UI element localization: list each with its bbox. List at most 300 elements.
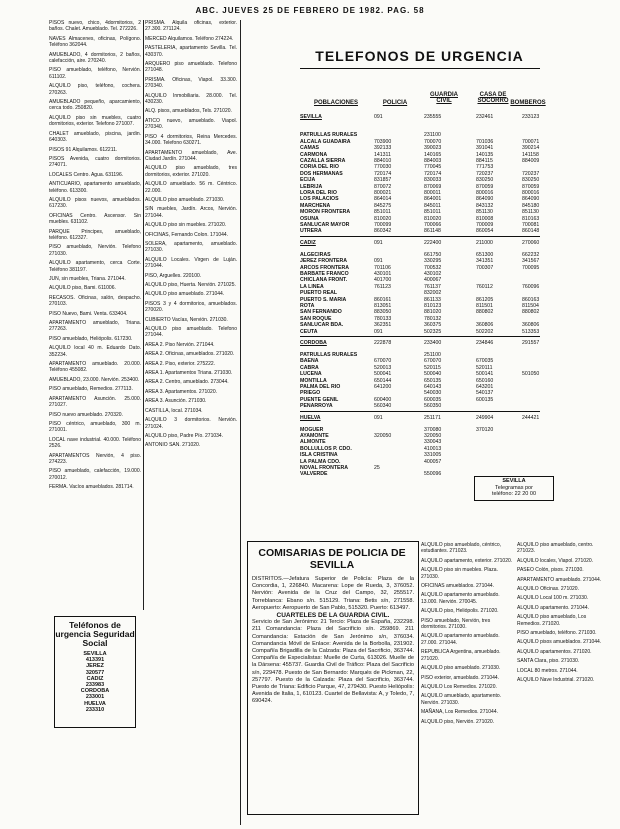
phone-number: 700071 xyxy=(522,138,540,145)
phone-number: 560350 xyxy=(424,403,442,410)
seguridad-social-entry: 233001 xyxy=(85,694,105,701)
phone-number: 860148 xyxy=(522,228,540,235)
phone-number: 813051 xyxy=(374,303,392,309)
classified-ad: PISO amueblado, teléfono, Nervión. 611102. xyxy=(49,67,141,80)
classified-ad: ALQUILO piso, Huerta. Nervión. 271025. xyxy=(145,282,236,288)
phone-number: 341351 xyxy=(476,258,494,265)
classified-ad: PISOS nuevo, chico, 4dormitorios, 2 baños. Chalet. Amueblado. Tel. 272226. xyxy=(49,20,141,33)
classified-ad: ALQUILO apartamento amueblado. 13.000. Nervión. 270045. xyxy=(421,592,500,605)
phone-number: 700307 xyxy=(476,264,494,271)
phone-number: 360806 xyxy=(522,322,540,329)
seguridad-social-entry: 320577 xyxy=(85,669,105,676)
phone-number: 370080 xyxy=(424,426,442,433)
phone-number: 392133 xyxy=(374,145,392,152)
town-row xyxy=(300,446,540,452)
town-name: SAN FERNANDO xyxy=(300,309,342,316)
classified-column-2 xyxy=(145,20,237,825)
classified-ad: APARTAMENTO amueblado. 271044. xyxy=(517,576,602,583)
town-row xyxy=(300,209,540,215)
phone-number: 331005 xyxy=(424,452,442,459)
town-name: AYAMONTE xyxy=(300,433,329,439)
phone-number: 884003 xyxy=(424,158,442,164)
classified-ad: ALQUILO Nave Industrial. 271020. xyxy=(517,677,595,684)
town-name: MORON FRONTERA xyxy=(300,209,351,216)
phone-number: 390214 xyxy=(522,145,540,152)
classified-ad: PISO, Arguelles. 220100. xyxy=(145,272,202,279)
phone-number: 233123 xyxy=(522,114,540,120)
classified-ad: ALQUILO piso amueblado, centro. 271023. xyxy=(517,542,594,555)
classified-ad: PISO céntrico, amueblado, 300 m. 271001. xyxy=(49,420,141,434)
phone-number: 832002 xyxy=(424,290,442,297)
phone-number: 233400 xyxy=(424,340,442,346)
phone-number: 870072 xyxy=(374,183,392,190)
phone-number: 410013 xyxy=(424,445,442,452)
urgency-table-header xyxy=(300,92,546,114)
town-name: SANLUCAR MAYOR xyxy=(300,222,350,228)
town-name: LEBRIJA xyxy=(300,183,323,190)
classified-ad: ALQUILO Inmobiliaria. 28.000. Tel. 430230. xyxy=(145,92,237,106)
town-row xyxy=(300,177,540,183)
phone-number: 25 xyxy=(374,465,380,471)
town-name: BOLLULLOS P. CDO. xyxy=(300,445,352,452)
classified-ad: PISOS Avenida, cuatro dormitorios. 274071. xyxy=(49,155,141,169)
town-row xyxy=(300,171,540,177)
town-name: OSUNA xyxy=(300,215,319,222)
column-divider xyxy=(143,20,144,610)
classified-ad: ATICO nuevo, amueblado. Viapol. 270340. xyxy=(145,117,237,131)
town-row xyxy=(300,309,540,315)
classified-ad: AREA 1. Apartamentos Triana. 271030. xyxy=(145,370,233,377)
phone-number: 780133 xyxy=(374,315,392,322)
phone-number: 770030 xyxy=(374,164,392,171)
town-name: ECIJA xyxy=(300,177,316,184)
phone-number: 270060 xyxy=(522,239,540,246)
classified-ad: JUN, sin muebles, Triana. 271044. xyxy=(49,276,126,282)
classified-ad: PISO amueblado, teléfono. 271030. xyxy=(517,630,597,637)
urgency-title: TELEFONOS DE URGENCIA xyxy=(315,48,524,64)
town-row xyxy=(300,203,540,209)
seguridad-social-entry: HUELVA xyxy=(84,700,106,707)
classified-ad: AREA 2. Piso, exterior. 275222. xyxy=(145,360,216,367)
town-row xyxy=(300,228,540,234)
seguridad-social-list xyxy=(55,651,135,713)
town-name: ALMONTE xyxy=(300,439,326,446)
town-name: PEÑARROYA xyxy=(300,403,333,410)
phone-number: 884115 xyxy=(476,158,493,164)
town-row xyxy=(300,365,540,371)
town-row xyxy=(300,303,540,309)
phone-number: 845180 xyxy=(522,202,540,209)
classified-ad: ALQUILO apartamento, exterior. 271020. xyxy=(421,557,513,564)
seguridad-social-entry: 233310 xyxy=(85,706,105,713)
seguridad-social-entry: JEREZ xyxy=(86,663,104,670)
town-name: LOS PALACIOS xyxy=(300,196,339,203)
header-policia: POLICIA xyxy=(382,100,408,106)
town-name: DOS HERMANAS xyxy=(300,170,343,177)
phone-number: 222400 xyxy=(424,239,442,246)
town-row xyxy=(300,132,540,138)
phone-number: 370120 xyxy=(476,426,494,433)
phone-number: 810008 xyxy=(476,215,494,222)
phone-number: 670070 xyxy=(424,358,442,365)
classified-ad: ALQUILO apartamento amueblado. 27.000. 271044. xyxy=(421,633,500,646)
province-rule xyxy=(300,336,540,337)
town-row xyxy=(300,258,540,264)
town-row xyxy=(300,452,540,458)
classified-ad: ALQUILO local 40 m. Eduardo Dato. 352234. xyxy=(49,345,141,358)
classified-ad: ALQUILO apartamento, cerca Corte. Teléfono 381197. xyxy=(49,260,141,273)
classified-ad: ALQUILO Locales. Virgen de Luján. 271044. xyxy=(145,256,237,270)
classified-ad: ALQUILO apartamentos. 271020. xyxy=(517,648,592,655)
cuarteles-text: Servicio de San Jerónimo: 21 Tercio: Plaza de España, 232298. 211 Comandancia: Plaza del Sacrificio s/n. 259869. 211 Comandancia: Estación de San Jerónimo s/n, 376034. Comandancia Móvil de Enlace: Avenida de la Borbolla, 231902. Compañía Brigadilla de la Calzada: Plaza del Sacrificio, 363744. Compañía de Especialistas: Muelle de Curta, 613026. Muelle de la Dársena: 455737. Guardia Civil de Tráfico: Plaza del Sacrificio s/n, 229478. Puesto de San Bernardo: Marqués de Pickman, 22, 257797. Puesto de la Calzada: Plaza del Sacrificio, 363744. Puesto de Triana: Edificio Parque, 47, 279430. Puesto Heliópolis: Avenida de Italia, 1, 610123. Cuartel de Bellavista: A, y Toledo, 7, 690424. xyxy=(252,619,415,705)
town-row xyxy=(300,271,540,277)
phone-number: 600400 xyxy=(374,396,392,403)
phone-number: 501050 xyxy=(522,371,540,378)
town-row xyxy=(300,190,540,196)
phone-number: 140165 xyxy=(424,151,442,158)
phone-number: 320050 xyxy=(424,433,442,439)
phone-number: 091 xyxy=(374,114,383,120)
town-row xyxy=(300,252,540,258)
phone-number: 880802 xyxy=(476,309,494,316)
classified-ad: ALQUILO Local 100 m. 271030. xyxy=(517,595,589,602)
phone-number: 830033 xyxy=(424,177,442,184)
classified-ad: PISO nuevo amueblado. 270320. xyxy=(49,411,123,418)
classified-ad: SIN muebles, Jardín. Arcos, Nervión. 271044. xyxy=(145,206,237,219)
town-row xyxy=(300,390,540,396)
phone-number: 884010 xyxy=(374,158,392,164)
classified-ad: MAÑANA, Los Remedios. 271044. xyxy=(421,709,498,716)
classified-ad: AMUEBLADO, 4 dormitorios, 2 baños, calefacción, aire. 270240. xyxy=(49,51,141,65)
town-name: NOVAL FRONTERA xyxy=(300,465,348,471)
phone-number: 831857 xyxy=(374,177,392,184)
town-row xyxy=(300,184,540,190)
town-name: PUENTE GENIL xyxy=(300,396,339,403)
classified-ad: ALQUILO piso amueblado. Telefono 271044. xyxy=(145,326,237,339)
classified-ad: ALQUILO locales, Viapol. 271020. xyxy=(517,557,594,564)
phone-number: 851130 xyxy=(476,209,493,216)
seguridad-social-box xyxy=(54,616,136,728)
classified-ad: ALQUILO 3 dormitorios. Nervión. 271024. xyxy=(145,417,237,430)
title-rule xyxy=(300,68,540,69)
town-name: HUELVA xyxy=(300,414,321,421)
classified-ad: APARTAMENTO amueblado. 20.000. Teléfono 455082. xyxy=(49,361,141,374)
phone-number: 851011 xyxy=(374,209,391,216)
town-row xyxy=(300,427,540,433)
classified-ad: ALQUILO piso, Heliópolis. 271020. xyxy=(421,608,499,615)
phone-number: 502202 xyxy=(476,328,494,335)
phone-number: 291557 xyxy=(522,340,540,346)
classified-ad: ALQUILO amueblado. 56 m. Céntrico. 22.000. xyxy=(145,181,237,194)
classified-ad: ANTICUARIO, apartamento amueblado, teléfono. 613300. xyxy=(49,181,141,194)
phone-number: 600035 xyxy=(424,396,442,403)
phone-number: 520013 xyxy=(374,364,392,371)
town-name: ALCALA GUADAIRA xyxy=(300,138,351,145)
phone-number: 870059 xyxy=(476,183,494,190)
phone-number: 860163 xyxy=(522,296,540,303)
town-row xyxy=(300,371,540,377)
phone-number: 400057 xyxy=(424,458,442,465)
province-rule xyxy=(300,411,540,412)
classified-ad: ALQUILO Oficinas. 271020. xyxy=(517,586,579,593)
town-name: MARCHENA xyxy=(300,202,331,209)
town-name: CORDOBA xyxy=(300,340,327,346)
town-name: BARBATE FRANCO xyxy=(300,271,349,277)
phone-number: 870059 xyxy=(522,183,540,190)
phone-number: 884009 xyxy=(522,158,540,164)
phone-number: 810020 xyxy=(424,215,442,222)
classified-ad: PISO Nuevo, Bami. Venta. 633404. xyxy=(49,310,128,317)
phone-number: 701036 xyxy=(476,138,494,145)
town-row xyxy=(300,284,540,290)
town-name: LORA DEL RIO xyxy=(300,190,337,196)
classified-ad: AMUEBLADO pequeño, aparcamiento, cerca todo. 250820. xyxy=(49,99,141,112)
classified-ad: AREA 2. Oficinas, amueblados. 271020. xyxy=(145,351,235,358)
classified-ad: ALQ. pisos, amueblados, Tels. 271020. xyxy=(145,108,232,115)
classified-ad: PRISMA. Alquila oficinas, exterior. 27.300. 271124. xyxy=(145,20,237,33)
page-header: ABC. JUEVES 25 DE FEBRERO DE 1982. PAG. 58 xyxy=(195,6,425,15)
town-name: ISLA CRISTINA xyxy=(300,452,338,459)
phone-number: 650135 xyxy=(424,377,442,384)
province-row xyxy=(300,340,540,346)
town-name: SEVILLA xyxy=(300,114,322,120)
classified-ad: PISO amueblado, Nervión, tres dormitorios. 271030. xyxy=(421,617,491,631)
phone-number: 600135 xyxy=(476,396,494,403)
classified-ad: PISOS 91 Alquilamos. 612211. xyxy=(49,146,118,153)
phone-number: 861205 xyxy=(476,296,494,303)
phone-number: 500040 xyxy=(424,371,442,378)
phone-number: 845275 xyxy=(374,202,392,209)
town-name: PRIEGO xyxy=(300,390,321,397)
phone-number: 770045 xyxy=(424,164,442,171)
classified-ad: ALQUILO apartamento. 271044. xyxy=(517,604,589,611)
classified-ad: ALQUILO amueblado, apartamento. Nervión. 271030. xyxy=(421,693,502,706)
phone-number: 390023 xyxy=(424,145,442,152)
town-row xyxy=(300,459,540,465)
classified-ad: ALQUILO piso amueblado. 271030. xyxy=(145,196,225,203)
classified-ad: FERMA. Vacíos amueblados. 281714. xyxy=(49,484,134,491)
classified-ad: PISO exterior, amueblado. 271044. xyxy=(421,674,500,681)
classified-ad: APARTAMENTO amueblado, Triana. 277263. xyxy=(49,320,141,333)
town-name: MOGUER xyxy=(300,426,324,433)
town-row xyxy=(300,465,540,471)
classified-ad: ALQUILO pisos nuevos, amueblados. 617230. xyxy=(49,196,141,210)
phone-number: 810020 xyxy=(374,215,392,222)
phone-number: 211000 xyxy=(476,239,493,246)
phone-number: 700099 xyxy=(374,222,392,228)
phone-number: 861133 xyxy=(424,296,441,303)
town-name: CARMONA xyxy=(300,151,328,158)
classified-ad: AREA 2. Centro, amueblado. 273044. xyxy=(145,379,229,386)
town-name: JEREZ FRONTERA xyxy=(300,258,347,265)
phone-number: 222878 xyxy=(374,340,392,346)
phone-number: 760112 xyxy=(476,283,493,290)
classified-ad: ALQUILO piso sin muebles. Plaza. 271030. xyxy=(421,567,498,580)
phone-number: 360375 xyxy=(424,322,442,329)
town-row xyxy=(300,384,540,390)
classified-ad: AMUEBLADO, 23.000. Nervión. 253400. xyxy=(49,376,140,383)
classified-ad: AREA 2. Piso Nervión. 271044. xyxy=(145,341,215,348)
classified-ad: ALQUILO pisos amueblados. 271044. xyxy=(517,639,602,646)
town-name: ARCOS FRONTERA xyxy=(300,264,349,271)
phone-number: 362351 xyxy=(374,322,392,329)
classified-ad: APARTAMENTO Asunción. 25.000. 271027. xyxy=(49,395,141,409)
sevilla-telegram-box xyxy=(474,476,554,501)
classified-ad: ALQUILO piso, Bami. 611006. xyxy=(49,285,116,292)
phone-number: 800016 xyxy=(522,190,540,196)
province-rule xyxy=(300,236,540,237)
classified-ad: OFICINAS, Fernando Colon. 171044. xyxy=(145,231,229,238)
classified-ad: PISO amueblado, calefacción, 19.000. 270012. xyxy=(49,468,141,481)
town-name: UTRERA xyxy=(300,228,322,235)
phone-number: 540030 xyxy=(424,390,442,397)
classified-ad: LOCAL nave industrial. 40.000. Teléfono 2526. xyxy=(49,436,141,450)
classified-ad: CUBIERTO Vacías, Nervión. 271030. xyxy=(145,316,228,323)
phone-number: 700009 xyxy=(476,222,494,228)
classified-ad: ALQUILO piso, Padre Pío. 271034. xyxy=(145,432,224,439)
phone-number: 800021 xyxy=(374,190,392,196)
phone-number: 703900 xyxy=(374,138,392,145)
classified-ad: ALQUILO piso amueblado, céntrico, estudiantes. 271023. xyxy=(421,542,502,555)
phone-number: 860054 xyxy=(476,228,494,235)
town-name: CEUTA xyxy=(300,328,318,335)
town-row xyxy=(300,265,540,271)
town-name: MONTILLA xyxy=(300,377,327,384)
town-row xyxy=(300,322,540,328)
phone-number: 670035 xyxy=(476,358,494,365)
phone-number: 811501 xyxy=(476,303,493,309)
town-row xyxy=(300,216,540,222)
town-name: CORIA DEL RIO xyxy=(300,164,339,171)
town-name: LA PALMA CDO. xyxy=(300,458,341,465)
phone-number: 881020 xyxy=(424,309,442,316)
classified-ad: ALQUILO piso sin muebles. 271020. xyxy=(145,222,227,229)
town-name: BAENA xyxy=(300,358,319,365)
phone-number: 091 xyxy=(374,258,383,265)
town-row xyxy=(300,433,540,439)
seguridad-social-entry: SEVILLA xyxy=(83,651,107,657)
classified-ad: PISO amueblado, Remedios. 277113. xyxy=(49,386,133,393)
classified-ad: RECASOS. Oficinas, salón, despacho. 270103. xyxy=(49,294,141,308)
phone-number: 843132 xyxy=(476,202,494,209)
classified-column-1 xyxy=(49,20,141,610)
town-name: LA LINEA xyxy=(300,283,324,290)
town-name: PATRULLAS RURALES xyxy=(300,132,358,139)
phone-number: 232461 xyxy=(476,114,494,120)
phone-number: 235555 xyxy=(424,114,442,120)
town-row xyxy=(300,222,540,228)
town-row xyxy=(300,164,540,170)
classified-ad: CHALET amueblado, piscina, jardin. 640303. xyxy=(49,130,141,144)
phone-number: 870069 xyxy=(424,183,442,190)
phone-number: 700070 xyxy=(424,138,442,145)
town-row xyxy=(300,378,540,384)
classified-ad: PISO amueblado, Heliópolis. 617230. xyxy=(49,335,133,342)
phone-number: 330295 xyxy=(424,258,442,265)
town-row xyxy=(300,358,540,364)
phone-number: 810123 xyxy=(424,303,442,309)
phone-number: 430102 xyxy=(424,271,442,277)
classified-ad: REPUBLICA Argentina, amueblado. 271020. xyxy=(421,649,501,662)
phone-number: 520115 xyxy=(424,364,441,371)
classified-column-3 xyxy=(421,542,513,812)
town-row xyxy=(300,297,540,303)
seguridad-social-title: Teléfonos de urgencia Seguridad Social xyxy=(55,620,135,648)
town-name: PUERTO S. MARIA xyxy=(300,296,347,303)
phone-number: 650144 xyxy=(374,377,392,384)
phone-number: 861148 xyxy=(424,228,441,235)
town-row xyxy=(300,152,540,158)
phone-number: 700095 xyxy=(522,264,540,271)
classified-ad: APARTAMENTOS Nervión, 4 piso. 274223. xyxy=(49,452,141,465)
province-row xyxy=(300,240,540,246)
phone-number: 550096 xyxy=(424,471,442,478)
classified-ad: PARQUE Principes, amueblado, teléfono. 612327. xyxy=(49,228,141,241)
phone-number: 651300 xyxy=(476,251,494,258)
classified-ad: ALQUILO piso sin muebles, cuatro dormitorios, exterior. Telefono 271007. xyxy=(49,114,141,128)
phone-number: 430101 xyxy=(374,271,392,277)
town-row xyxy=(300,158,540,164)
phone-number: 500141 xyxy=(476,371,494,378)
phone-number: 880802 xyxy=(522,309,540,316)
town-row xyxy=(300,290,540,296)
classified-ad: LOCALES Centro. Agua. 631196. xyxy=(49,171,124,178)
phone-number: 640143 xyxy=(424,384,442,390)
town-name: SAN ROQUE xyxy=(300,315,332,322)
phone-number: 800016 xyxy=(476,190,494,196)
phone-number: 851011 xyxy=(424,209,441,216)
seguridad-social-entry: CADIZ xyxy=(86,675,104,682)
classified-ad: PASEO Colón, pisos. 271030. xyxy=(517,567,584,574)
phone-number: 320050 xyxy=(374,433,392,439)
phone-number: 864090 xyxy=(522,196,540,203)
town-row xyxy=(300,139,540,145)
phone-number: 391041 xyxy=(476,145,494,152)
column-divider xyxy=(240,20,241,825)
town-name: CAZALLA SIERRA xyxy=(300,158,346,164)
phone-number: 720237 xyxy=(476,170,494,177)
classified-ad: LOCAL 80 metros. 271044. xyxy=(517,667,578,674)
town-name: CAMAS xyxy=(300,145,320,152)
town-row xyxy=(300,126,540,132)
phone-number: 761137 xyxy=(424,283,441,290)
box-line: teléfono: 22 20 00 xyxy=(491,491,537,497)
classified-ad: PISO 4 dormitorios, Reina Mercedes. 34.000. Telefono 630271. xyxy=(145,133,237,147)
phone-number: 800011 xyxy=(424,190,441,196)
header-bomberos: BOMBEROS xyxy=(510,100,546,106)
phone-number: 140135 xyxy=(476,151,494,158)
phone-number: 864014 xyxy=(374,196,392,203)
town-row xyxy=(300,329,540,335)
phone-number: 851130 xyxy=(522,209,539,216)
town-row xyxy=(300,397,540,403)
classified-column-4 xyxy=(517,542,609,812)
phone-number: 720174 xyxy=(374,170,392,177)
phone-number: 760096 xyxy=(522,283,540,290)
phone-number: 560340 xyxy=(374,403,392,410)
phone-number: 520111 xyxy=(476,364,493,371)
classified-ad: OFICINAS Centro. Ascensor. Sin muebles. 631102. xyxy=(49,212,141,226)
comisarias-body xyxy=(252,576,414,706)
phone-number: 360806 xyxy=(476,322,494,329)
phone-number: 864090 xyxy=(476,196,494,203)
classified-ad: OFICINAS amueblados. 271044. xyxy=(421,583,495,590)
town-name: PATRULLAS RURALES xyxy=(300,352,358,358)
box-line: Telegramas por xyxy=(495,484,533,491)
town-name: PUERTO REAL xyxy=(300,290,338,297)
phone-number: 830250 xyxy=(476,177,494,184)
phone-number: 761123 xyxy=(374,283,391,290)
